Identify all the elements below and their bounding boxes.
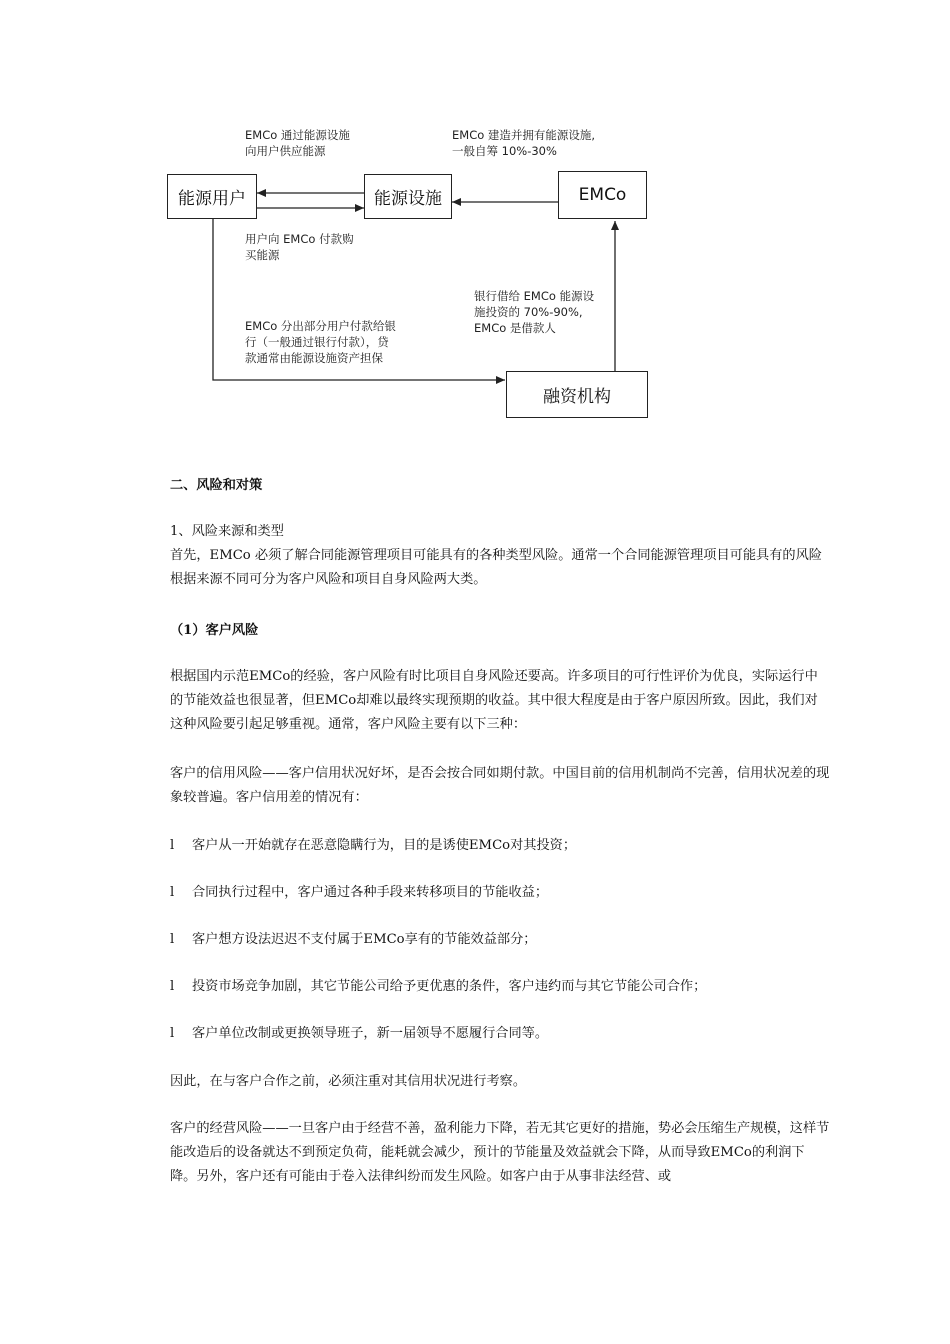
bullet-mark: l — [170, 885, 175, 900]
paragraph-intro: 首先，EMCo 必须了解合同能源管理项目可能具有的各种类型风险。通常一个合同能源管理项目可能具有的风险根据来源不同可分为客户风险和项目自身风险两大类。 — [170, 548, 822, 587]
bullet-mark: l — [170, 1026, 175, 1041]
section-title: 二、风险和对策 — [170, 478, 263, 493]
box-energy-facility: 能源设施 — [364, 174, 452, 219]
paragraph-credit-risk: 客户的信用风险——客户信用状况好坏，是否会按合同如期付款。中国目前的信用机制尚不完善，信用状况差的现象较普遍。客户信用差的情况有： — [170, 766, 830, 805]
note-loan: 银行借给 EMCo 能源设 施投资的 70%-90%, EMCo 是借款人 — [474, 289, 595, 335]
bullet-1: l 客户从一开始就存在恶意隐瞒行为，目的是诱使EMCo对其投资； — [170, 834, 830, 858]
bullet-4: l 投资市场竞争加剧，其它节能公司给予更优惠的条件，客户违约而与其它节能公司合作； — [170, 975, 830, 999]
diagram-connectors — [0, 0, 950, 440]
paragraph-credit-check: 因此，在与客户合作之前，必须注重对其信用状况进行考察。 — [170, 1074, 527, 1089]
paragraph-operating-risk: 客户的经营风险——一旦客户由于经营不善，盈利能力下降，若无其它更好的措施，势必会压缩生产规模，这样节能改造后的设备就达不到预定负荷，能耗就会减少，预计的节能量及效益就会下降，从而导致EMCo的利润下降。另外，客户还有可能由于卷入法律纠纷而发生风险。如客户由于从事非法经营、或 — [170, 1121, 830, 1184]
note-supply: EMCo 通过能源设施 向用户供应能源 — [245, 128, 350, 158]
subheading-risk-types: 1、风险来源和类型 — [170, 524, 284, 539]
box-energy-user: 能源用户 — [167, 174, 257, 219]
note-repay: EMCo 分出部分用户付款给银 行（一般通过银行付款），贷 款通常由能源设施资产担保 — [245, 319, 396, 365]
bullet-5: l 客户单位改制或更换领导班子，新一届领导不愿履行合同等。 — [170, 1022, 830, 1046]
subheading-customer-risk: （1）客户风险 — [170, 623, 259, 638]
bullet-3: l 客户想方设法迟迟不支付属于EMCo享有的节能效益部分； — [170, 928, 830, 952]
bullet-mark: l — [170, 838, 175, 853]
bullet-mark: l — [170, 932, 175, 947]
note-pay: 用户向 EMCo 付款购 买能源 — [245, 232, 354, 262]
paragraph-customer-risk: 根据国内示范EMCo的经验，客户风险有时比项目自身风险还要高。许多项目的可行性评价为优良，实际运行中的节能效益也很显著，但EMCo却难以最终实现预期的收益。其中很大程度是由于客户原因所致。因此，我们对这种风险要引起足够重视。通常，客户风险主要有以下三种： — [170, 669, 818, 732]
bullet-2: l 合同执行过程中，客户通过各种手段来转移项目的节能收益； — [170, 881, 830, 905]
box-emco: EMCo — [558, 171, 647, 219]
box-finance-institution: 融资机构 — [506, 371, 648, 418]
risk-intro — [170, 520, 830, 592]
bullet-mark: l — [170, 979, 175, 994]
note-build: EMCo 建造并拥有能源设施, 一般自筹 10%-30% — [452, 128, 596, 158]
flow-diagram — [0, 0, 950, 440]
